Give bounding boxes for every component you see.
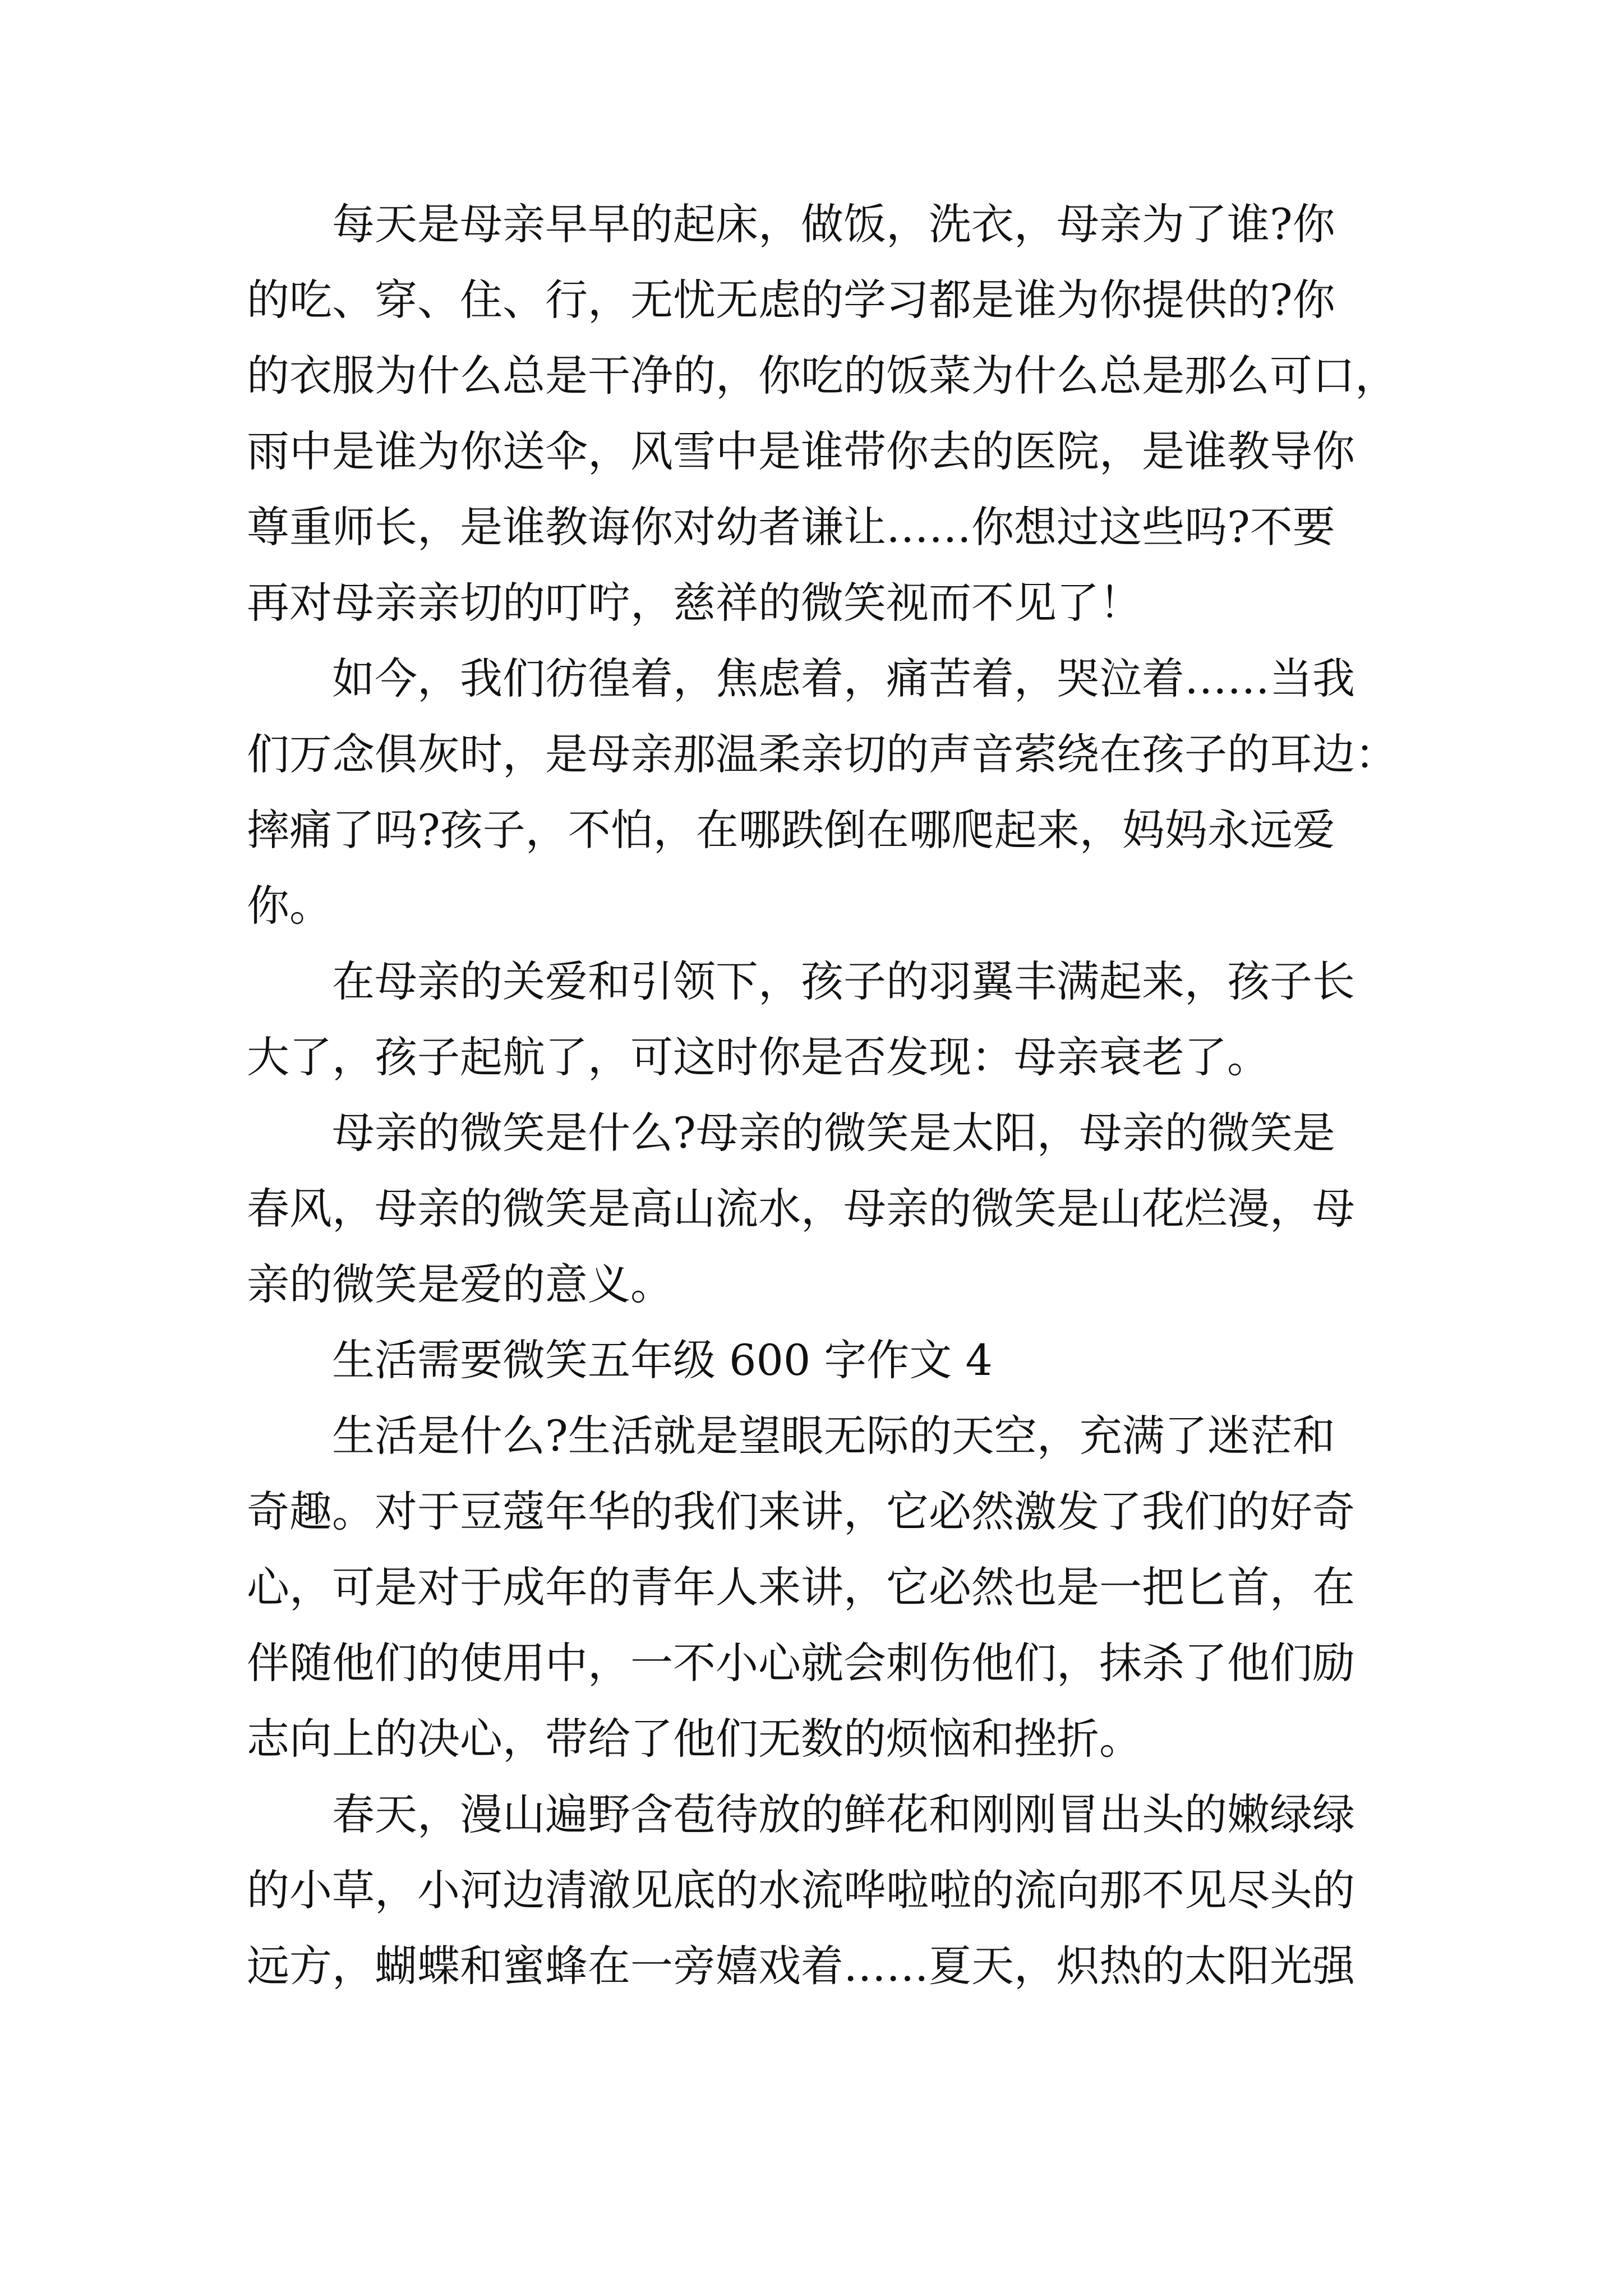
text-line: 生活是什么?生活就是望眼无际的天空，充满了迷茫和 <box>247 1411 1335 1461</box>
text-line: 伴随他们的使用中，一不小心就会刺伤他们，抹杀了他们励 <box>247 1638 1355 1688</box>
text-line: 心，可是对于成年的青年人来讲，它必然也是一把匕首，在 <box>247 1562 1355 1612</box>
text-line: 亲的微笑是爱的意义。 <box>247 1259 673 1309</box>
text-line: 如今，我们彷徨着，焦虑着，痛苦着，哭泣着……当我 <box>247 654 1355 703</box>
text-line: 远方，蝴蝶和蜜蜂在一旁嬉戏着……夏天，炽热的太阳光强 <box>247 1941 1355 1991</box>
text-line: 在母亲的关爱和引领下，孩子的羽翼丰满起来，孩子长 <box>247 956 1355 1006</box>
text-line: 奇趣。对于豆蔻年华的我们来讲，它必然激发了我们的好奇 <box>247 1487 1355 1536</box>
text-line: 摔痛了吗?孩子，不怕，在哪跌倒在哪爬起来，妈妈永远爱 <box>247 805 1335 855</box>
text-line: 再对母亲亲切的叮咛，慈祥的微笑视而不见了！ <box>247 578 1142 628</box>
text-line: 大了，孩子起航了，可这时你是否发现：母亲衰老了。 <box>247 1032 1270 1082</box>
text-line: 的吃、穿、住、行，无忧无虑的学习都是谁为你提供的?你 <box>247 275 1335 325</box>
text-line: 春风，母亲的微笑是高山流水，母亲的微笑是山花烂漫，母 <box>247 1184 1355 1234</box>
text-line: 雨中是谁为你送伞，风雪中是谁带你去的医院，是谁教导你 <box>247 426 1355 476</box>
text-line: 们万念俱灰时，是母亲那温柔亲切的声音萦绕在孩子的耳边： <box>247 729 1398 779</box>
text-line: 你。 <box>247 881 332 931</box>
text-line: 每天是母亲早早的起床，做饭，洗衣，母亲为了谁?你 <box>247 199 1335 249</box>
text-line: 志向上的决心，带给了他们无数的烦恼和挫折。 <box>247 1714 1142 1764</box>
text-line: 母亲的微笑是什么?母亲的微笑是太阳，母亲的微笑是 <box>247 1108 1335 1158</box>
text-line: 的小草，小河边清澈见底的水流哗啦啦的流向那不见尽头的 <box>247 1865 1355 1915</box>
section-title: 生活需要微笑五年级 600 字作文 4 <box>247 1335 993 1385</box>
text-line: 尊重师长，是谁教诲你对幼者谦让……你想过这些吗?不要 <box>247 502 1335 552</box>
text-line: 春天，漫山遍野含苞待放的鲜花和刚刚冒出头的嫩绿绿 <box>247 1789 1355 1839</box>
text-line: 的衣服为什么总是干净的，你吃的饭菜为什么总是那么可口， <box>247 351 1398 401</box>
